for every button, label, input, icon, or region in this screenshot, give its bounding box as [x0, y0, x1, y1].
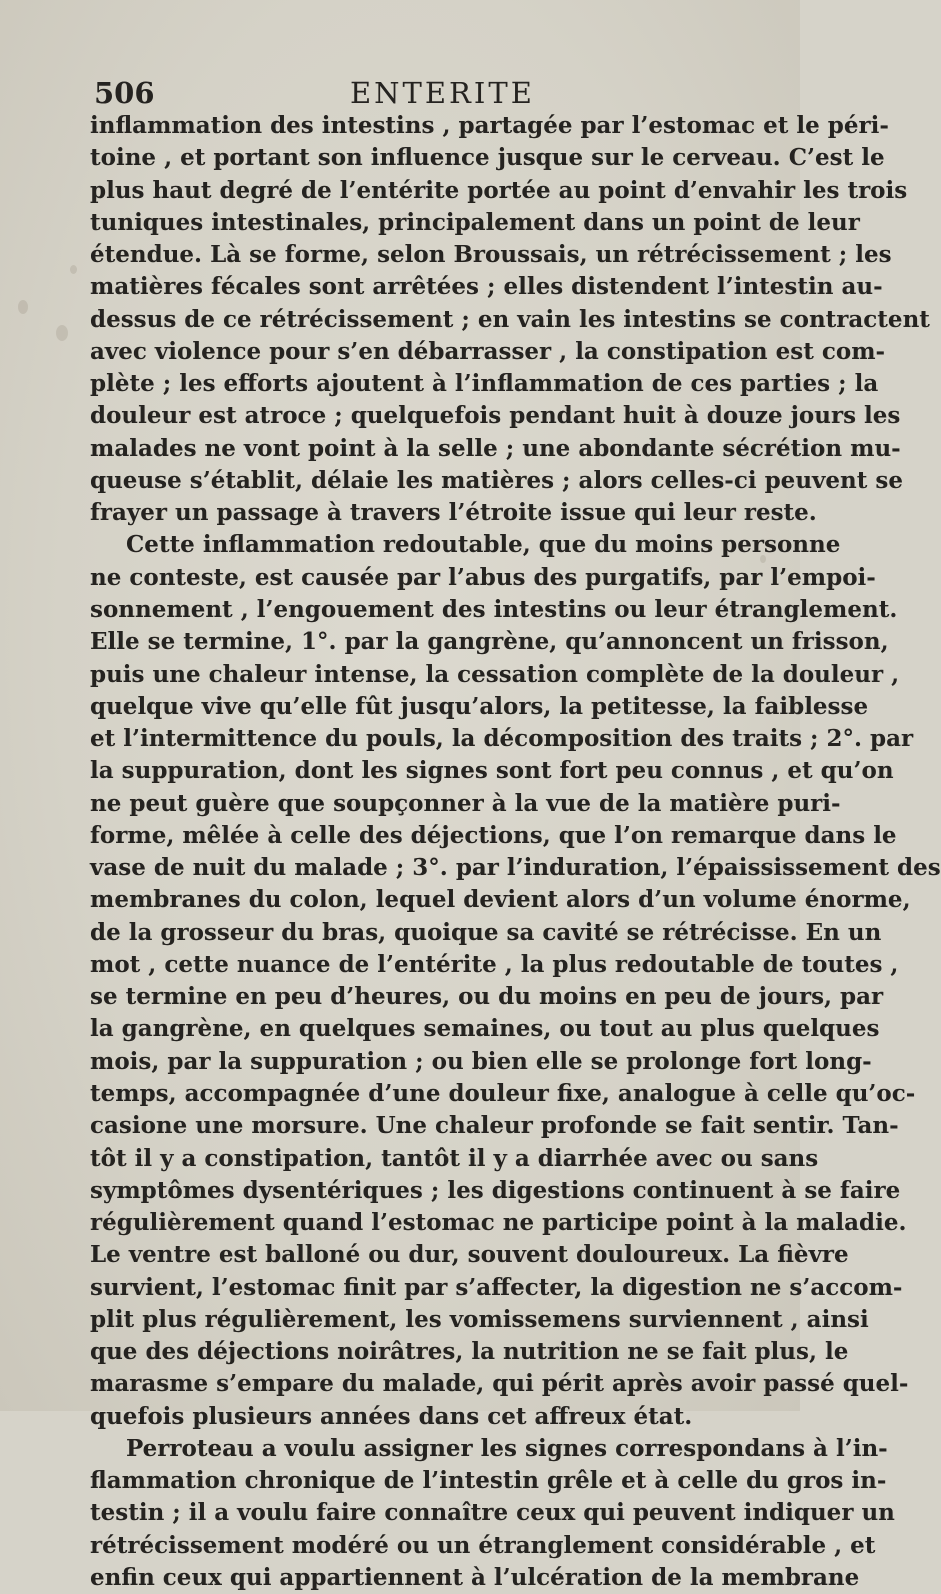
text-line: survient, l’estomac finit par s’affecter, la digestion ne s’accom-	[90, 1273, 903, 1301]
text-line: queuse s’établit, délaie les matières ; alors celles-ci peuvent se	[90, 466, 903, 494]
page-number: 506	[94, 76, 155, 110]
text-line: quefois plusieurs années dans cet affreux état.	[90, 1402, 693, 1430]
text-line: avec violence pour s’en débarrasser , la constipation est com-	[90, 337, 886, 365]
text-line: forme, mêlée à celle des déjections, que l’on remarque dans le	[90, 821, 897, 849]
text-line: et l’intermittence du pouls, la décomposition des traits ; 2°. par	[90, 725, 914, 753]
text-line: frayer un passage à travers l’étroite issue qui leur reste.	[90, 499, 817, 527]
text-line: Cette inflammation redoutable, que du moins personne	[126, 531, 841, 559]
text-line: de la grosseur du bras, quoique sa cavité se rétrécisse. En un	[90, 918, 882, 946]
text-line: la suppuration, dont les signes sont fort peu connus , et qu’on	[90, 757, 894, 785]
text-line: puis une chaleur intense, la cessation complète de la douleur ,	[90, 660, 900, 688]
text-line: Perroteau a voulu assigner les signes correspondans à l’in-	[126, 1434, 888, 1462]
text-line: marasme s’empare du malade, qui périt après avoir passé quel-	[90, 1370, 909, 1398]
running-title: ENTERITE	[350, 76, 535, 110]
text-line: inflammation des intestins , partagée par l’estomac et le péri-	[90, 112, 889, 139]
body-text	[90, 110, 941, 1594]
text-line: temps, accompagnée d’une douleur fixe, analogue à celle qu’oc-	[90, 1079, 916, 1107]
text-line: enfin ceux qui appartiennent à l’ulcération de la membrane	[90, 1563, 860, 1591]
text-line: rétrécissement modéré ou un étranglement considérable , et	[90, 1531, 876, 1559]
text-line: casione une morsure. Une chaleur profonde se fait sentir. Tan-	[90, 1112, 899, 1140]
text-line: symptômes dysentériques ; les digestions continuent à se faire	[90, 1176, 901, 1204]
text-line: étendue. Là se forme, selon Broussais, un rétrécissement ; les	[90, 241, 892, 269]
text-line: quelque vive qu’elle fût jusqu’alors, la petitesse, la faiblesse	[90, 692, 869, 720]
text-line: se termine en peu d’heures, ou du moins en peu de jours, par	[90, 983, 884, 1011]
text-line: testin ; il a voulu faire connaître ceux qui peuvent indiquer un	[90, 1499, 895, 1527]
text-line: membranes du colon, lequel devient alors d’un volume énorme,	[90, 886, 911, 914]
text-line: régulièrement quand l’estomac ne participe point à la maladie.	[90, 1209, 907, 1237]
text-line: la gangrène, en quelques semaines, ou tout au plus quelques	[90, 1015, 880, 1043]
paper-stain	[18, 300, 28, 314]
text-line: douleur est atroce ; quelquefois pendant huit à douze jours les	[90, 402, 901, 430]
text-line: vase de nuit du malade ; 3°. par l’induration, l’épaississement des	[90, 854, 941, 882]
text-line: dessus de ce rétrécissement ; en vain les intestins se contractent	[90, 305, 930, 333]
text-line: ne conteste, est causée par l’abus des purgatifs, par l’empoi-	[90, 563, 876, 591]
text-line: matières fécales sont arrêtées ; elles distendent l’intestin au-	[90, 273, 883, 301]
text-line: ne peut guère que soupçonner à la vue de la matière puri-	[90, 789, 841, 817]
text-line: tôt il y a constipation, tantôt il y a diarrhée avec ou sans	[90, 1144, 819, 1172]
text-line: malades ne vont point à la selle ; une abondante sécrétion mu-	[90, 434, 901, 462]
paper-stain	[70, 265, 77, 274]
text-line: plit plus régulièrement, les vomissemens surviennent , ainsi	[90, 1305, 869, 1333]
text-line: plète ; les efforts ajoutent à l’inflammation de ces parties ; la	[90, 370, 879, 398]
text-line: Le ventre est balloné ou dur, souvent douloureux. La fièvre	[90, 1241, 849, 1269]
paper-stain	[56, 325, 68, 341]
text-line: mot , cette nuance de l’entérite , la plus redoutable de toutes ,	[90, 950, 899, 978]
text-line: plus haut degré de l’entérite portée au point d’envahir les trois	[90, 176, 908, 204]
text-line: tuniques intestinales, principalement dans un point de leur	[90, 208, 860, 236]
text-line: mois, par la suppuration ; ou bien elle se prolonge fort long-	[90, 1047, 872, 1075]
text-line: toine , et portant son influence jusque sur le cerveau. C’est le	[90, 144, 885, 172]
text-line: flammation chronique de l’intestin grêle et à celle du gros in-	[90, 1467, 887, 1495]
text-line: que des déjections noirâtres, la nutrition ne se fait plus, le	[90, 1338, 849, 1366]
text-line: Elle se termine, 1°. par la gangrène, qu’annoncent un frisson,	[90, 628, 889, 656]
text-line: sonnement , l’engouement des intestins ou leur étranglement.	[90, 595, 898, 623]
